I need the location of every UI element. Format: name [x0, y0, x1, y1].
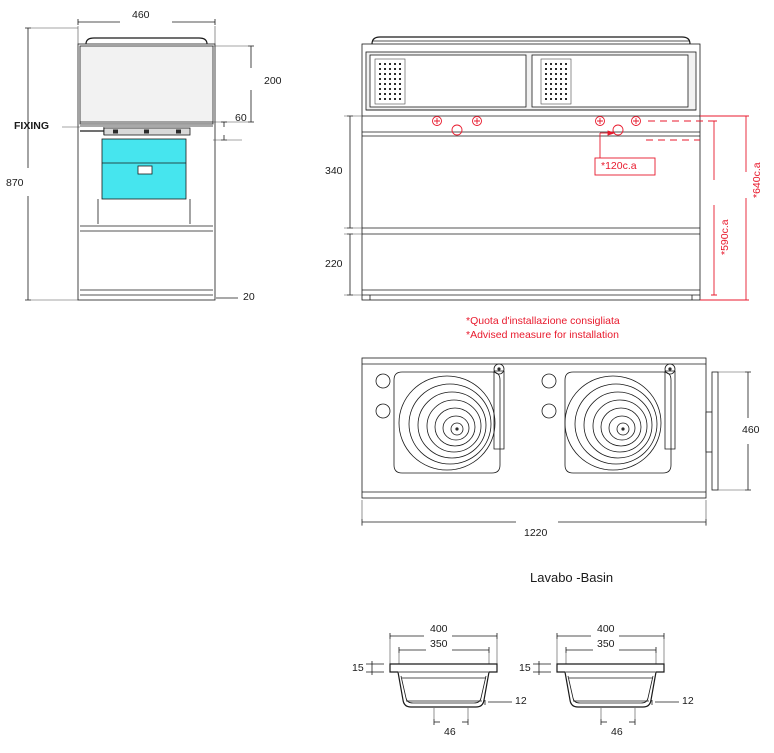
note-640ca: *640c.a: [751, 162, 763, 198]
top-view: [362, 358, 751, 526]
dim-front-340: 340: [325, 165, 343, 177]
note-120ca: *120c.a: [601, 160, 637, 172]
dim-top-1220: 1220: [524, 527, 548, 539]
dim-basin-right-12: 12: [682, 695, 694, 707]
fixing-label: FIXING: [14, 120, 50, 132]
dim-basin-left-12: 12: [515, 695, 527, 707]
dim-front-220: 220: [325, 258, 343, 270]
dim-basin-left-350: 350: [430, 638, 448, 650]
dim-top-460: 460: [742, 424, 760, 436]
dim-basin-left-400: 400: [430, 623, 448, 635]
dim-basin-right-350: 350: [597, 638, 615, 650]
dim-basin-right-400: 400: [597, 623, 615, 635]
basin-title: Lavabo -Basin: [530, 570, 614, 585]
dim-side-60: 60: [235, 112, 247, 124]
dim-basin-right-15: 15: [519, 662, 531, 674]
note-590ca: *590c.a: [719, 219, 731, 255]
dim-side-top-width: 460: [132, 9, 150, 21]
front-view: [344, 37, 749, 300]
footnote-italian: *Quota d'installazione consigliata: [466, 315, 620, 327]
dim-side-20: 20: [243, 291, 255, 303]
dim-basin-left-46: 46: [444, 726, 456, 738]
side-view: [25, 19, 254, 300]
dim-side-total-height: 870: [6, 177, 24, 189]
dim-side-200: 200: [264, 75, 282, 87]
footnote-english: *Advised measure for installation: [466, 329, 619, 341]
dim-basin-left-15: 15: [352, 662, 364, 674]
dim-basin-right-46: 46: [611, 726, 623, 738]
